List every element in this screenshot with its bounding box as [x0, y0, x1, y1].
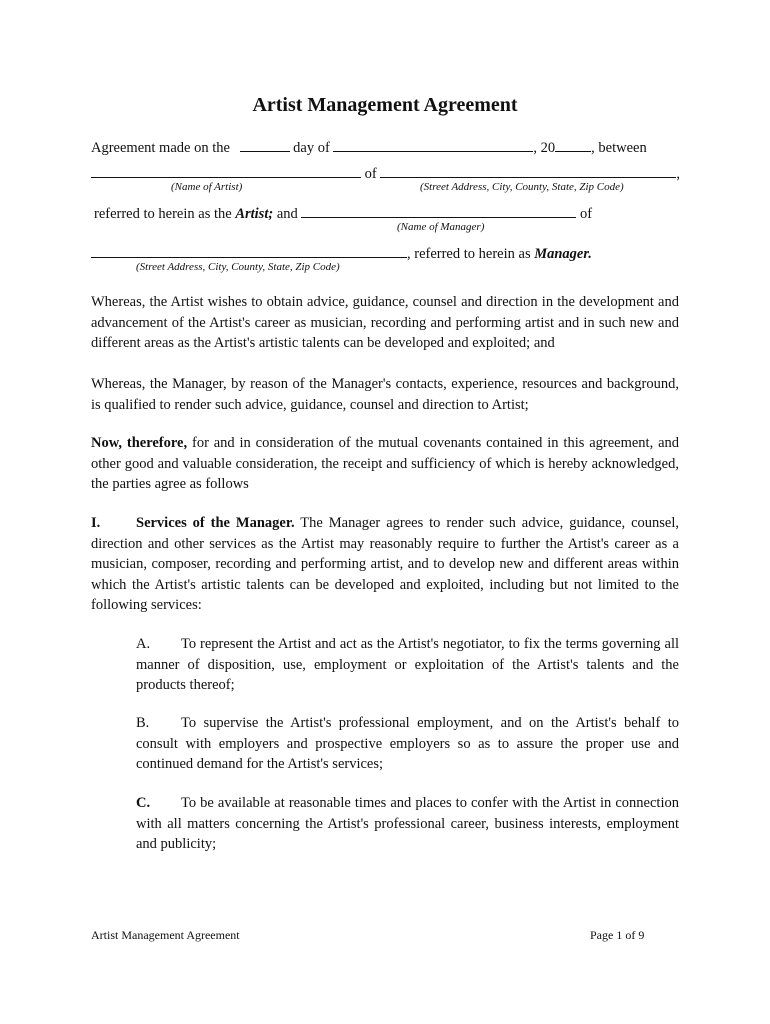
manager-of-label: of: [580, 206, 593, 222]
month-blank[interactable]: [333, 137, 533, 152]
caption-artist-address: (Street Address, City, County, State, Zip Code): [420, 181, 624, 193]
section-1-number: I.: [91, 515, 101, 531]
artist-name-blank[interactable]: [91, 163, 361, 178]
artist-of-label: of: [364, 166, 377, 182]
artist-term: Artist;: [235, 206, 274, 222]
referred-manager-label: , referred to herein as: [407, 246, 531, 262]
between-label: , between: [591, 140, 647, 156]
manager-address-line: [91, 243, 592, 263]
section-1-text: The Manager agrees to render such advice, guidance, counsel, direction and other services as the Artist may reasonably require to further the Artist's career as a musician, composer, recording and performing artist, and to develop new and different areas within which the Artist's artistic talents can be developed and exploited, including but not limited to the following services:: [91, 515, 679, 613]
artist-address-blank[interactable]: [380, 163, 676, 178]
item-b-label: B.: [136, 715, 150, 731]
document-title: Artist Management Agreement: [252, 94, 518, 116]
item-c-text: To be available at reasonable times and places to confer with the Artist in connection with all matters concerning the Artist's professional career, business interests, employment and publicity;: [136, 795, 679, 852]
artist-line: [91, 163, 680, 183]
item-c-label: C.: [136, 795, 151, 811]
item-a-label: A.: [136, 636, 151, 652]
day-blank[interactable]: [240, 137, 290, 152]
manager-address-blank[interactable]: [91, 243, 407, 258]
caption-manager-name: (Name of Manager): [397, 221, 485, 233]
manager-name-blank[interactable]: [301, 203, 576, 218]
footer-page-number: Page 1 of 9: [590, 928, 645, 942]
whereas-paragraph-1: Whereas, the Artist wishes to obtain advice, guidance, counsel and direction in the development and advancement of the Artist's career as musician, recording and performing artist and in such new and different areas as the Artist's artistic talents can be developed and exploited; and: [91, 294, 679, 351]
footer-document-title: Artist Management Agreement: [91, 928, 240, 942]
whereas-paragraph-2: Whereas, the Manager, by reason of the Manager's contacts, experience, resources and background, is qualified to render such advice, guidance, counsel and direction to Artist;: [91, 376, 679, 413]
manager-line: [94, 203, 592, 223]
section-1-paragraph: [91, 513, 679, 616]
and-label: and: [276, 206, 298, 222]
list-item-b: [136, 713, 679, 775]
agreement-date-line: [91, 137, 647, 157]
caption-artist-name: (Name of Artist): [171, 181, 243, 193]
item-a-text: To represent the Artist and act as the Artist's negotiator, to fix the terms governing all manner of disposition, use, employment or exploitation of the Artist's talents and the products thereof;: [136, 636, 679, 693]
year-prefix-label: , 20: [533, 140, 556, 156]
day-of-label: day of: [293, 140, 330, 156]
list-item-c: [136, 793, 679, 855]
referred-artist-label: referred to herein as the: [94, 206, 232, 222]
now-therefore-paragraph: [91, 433, 679, 495]
agreement-made-label: Agreement made on the: [91, 140, 230, 156]
artist-comma: ,: [676, 166, 680, 182]
year-blank[interactable]: [555, 137, 591, 152]
list-item-a: [136, 634, 679, 696]
manager-term: Manager.: [534, 246, 592, 262]
now-therefore-lead: Now, therefore,: [91, 435, 188, 451]
item-b-text: To supervise the Artist's professional employment, and on the Artist's behalf to consult with employers and prospective employers so as to assure the proper use and continued demand for the Artist's services;: [136, 715, 679, 772]
caption-manager-address: (Street Address, City, County, State, Zip Code): [136, 261, 340, 273]
now-therefore-text: for and in consideration of the mutual covenants contained in this agreement, and other good and valuable consideration, the receipt and sufficiency of which is hereby acknowledged, the parties agree as follows: [91, 435, 680, 492]
section-1-heading: Services of the Manager.: [136, 515, 295, 531]
